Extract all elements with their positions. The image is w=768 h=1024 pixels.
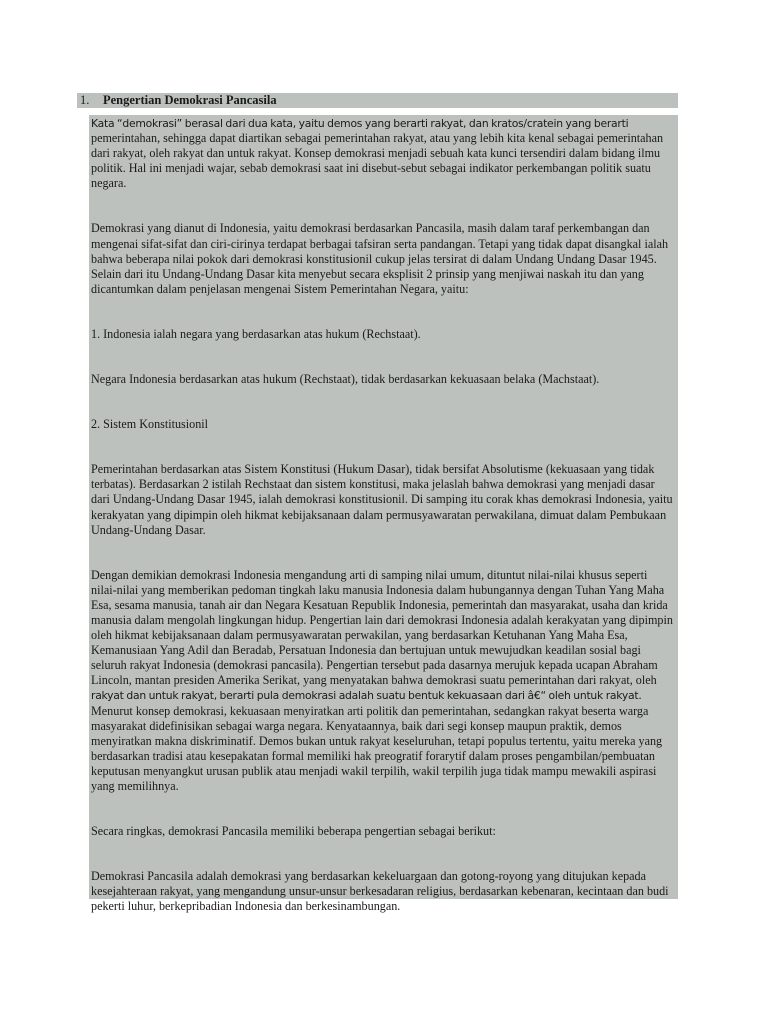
paragraph-9: Demokrasi Pancasila adalah demokrasi yang berdasarkan kekeluargaan dan gotong-royong yang ditujukan kepada kesejahteraan rakyat, yang mengandung unsur-unsur berkesadaran religius, berdasarkan kebenaran, kecintaan dan budi pekerti luhur, berkepribadian Indonesia dan berkesinambungan. <box>91 869 669 914</box>
paragraph-7-text-b: Menurut konsep demokrasi, kekuasaan menyiratkan arti politik dan pemerintahan, sedangkan rakyat beserta warga masyarakat didefinisikan sebagai warga negara. Kenyataannya, baik dari segi konsep maupun praktik, demos menyiratkan makna diskriminatif. Demos bukan untuk rakyat keseluruhan, tetapi populus tertentu, yaitu mereka yang berdasarkan tradisi atau kesepakatan formal memiliki hak preogratif forarytif dalam proses pengambilan/pembuatan keputusan menyangkut urusan publik atau menjadi wakil terpilih, wakil terpilih juga tidak mampu mewakili aspirasi yang memilihnya. <box>91 703 663 793</box>
paragraph-6: Pemerintahan berdasarkan atas Sistem Konstitusi (Hukum Dasar), tidak bersifat Absolutisme (kekuasaan yang tidak terbatas). Berdasarkan 2 istilah Rechstaat dan sistem konstitusi, maka jelaslah bahwa demokrasi yang menjadi dasar dari Undang-Undang Dasar 1945, ialah demokrasi konstitusionil. Di samping itu corak khas demokrasi Indonesia, yaitu kerakyatan yang dipimpin oleh hikmat kebijaksanaan dalam permusyawaratan perwakilana, dimuat dalam Pembukaan Undang-Undang Dasar. <box>91 462 673 537</box>
paragraph-4: Negara Indonesia berdasarkan atas hukum (Rechstaat), tidak berdasarkan kekuasaan belaka (Machstaat). <box>91 372 600 387</box>
section-title: Pengertian Demokrasi Pancasila <box>103 93 277 107</box>
section-heading <box>77 93 678 108</box>
paragraph-7-text-a: Dengan demikian demokrasi Indonesia mengandung arti di samping nilai umum, dituntut nilai-nilai khusus seperti nilai-nilai yang memberikan pedoman tingkah laku manusia Indonesia dalam hubungannya dengan Tuhan Yang Maha Esa, sesama manusia, tanah air dan Negara Kesatuan Republik Indonesia, pemerintah dan masyarakat, usaha dan krida manusia dalam mengolah lingkungan hidup. Pengertian lain dari demokrasi Indonesia adalah kerakyatan yang dipimpin oleh hikmat kebijaksanaan dalam permusyawaratan perwakilan, yang berdasarkan Ketuhanan Yang Maha Esa, Kemanusiaan Yang Adil dan Beradab, Persatuan Indonesia dan bertujuan untuk mewujudkan keadilan sosial bagi seluruh rakyat Indonesia (demokrasi pancasila). Pengertian tersebut pada dasarnya merujuk kepada ucapan Abraham Lincoln, mantan presiden Amerika Serikat, yang menyatakan bahwa demokrasi suatu pemerintahan dari rakyat, oleh <box>91 567 673 688</box>
paragraph-3: 1. Indonesia ialah negara yang berdasarkan atas hukum (Rechstaat). <box>91 326 421 341</box>
paragraph-1 <box>91 116 673 191</box>
section-number: 1. <box>80 93 90 107</box>
paragraph-1-cursive-line: Kata “demokrasi” berasal dari dua kata, yaitu demos yang berarti rakyat, dan kratos/cratein yang berarti <box>91 117 629 130</box>
content-block <box>89 115 678 914</box>
paragraph-7-cursive-line: rakyat dan untuk rakyat, berarti pula demokrasi adalah suatu bentuk kekuasaan dari â€“ oleh untuk rakyat. <box>91 689 642 703</box>
content-text <box>91 116 673 944</box>
paragraph-1-text: pemerintahan, sehingga dapat diartikan sebagai pemerintahan rakyat, atau yang lebih kita kenal sebagai pemerintahan dari rakyat, oleh rakyat dan untuk rakyat. Konsep demokrasi menjadi sebuah kata kunci tersendiri dalam bidang ilmu politik. Hal ini menjadi wajar, sebab demokrasi saat ini disebut-sebut sebagai indikator perkembangan politik suatu negara. <box>91 131 664 191</box>
paragraph-8: Secara ringkas, demokrasi Pancasila memiliki beberapa pengertian sebagai berikut: <box>91 824 496 839</box>
paragraph-7 <box>91 568 673 794</box>
paragraph-2: Demokrasi yang dianut di Indonesia, yaitu demokrasi berdasarkan Pancasila, masih dalam taraf perkembangan dan mengenai sifat-sifat dan ciri-cirinya terdapat berbagai tafsiran serta pandangan. Tetapi yang tidak dapat disangkal ialah bahwa beberapa nilai pokok dari demokrasi konstitusionil cukup jelas tersirat di dalam Undang Undang Dasar 1945. Selain dari itu Undang-Undang Dasar kita menyebut secara eksplisit 2 prinsip yang menjiwai naskah itu dan yang dicantumkan dalam penjelasan mengenai Sistem Pemerintahan Negara, yaitu: <box>91 221 669 296</box>
paragraph-5: 2. Sistem Konstitusionil <box>91 417 209 432</box>
